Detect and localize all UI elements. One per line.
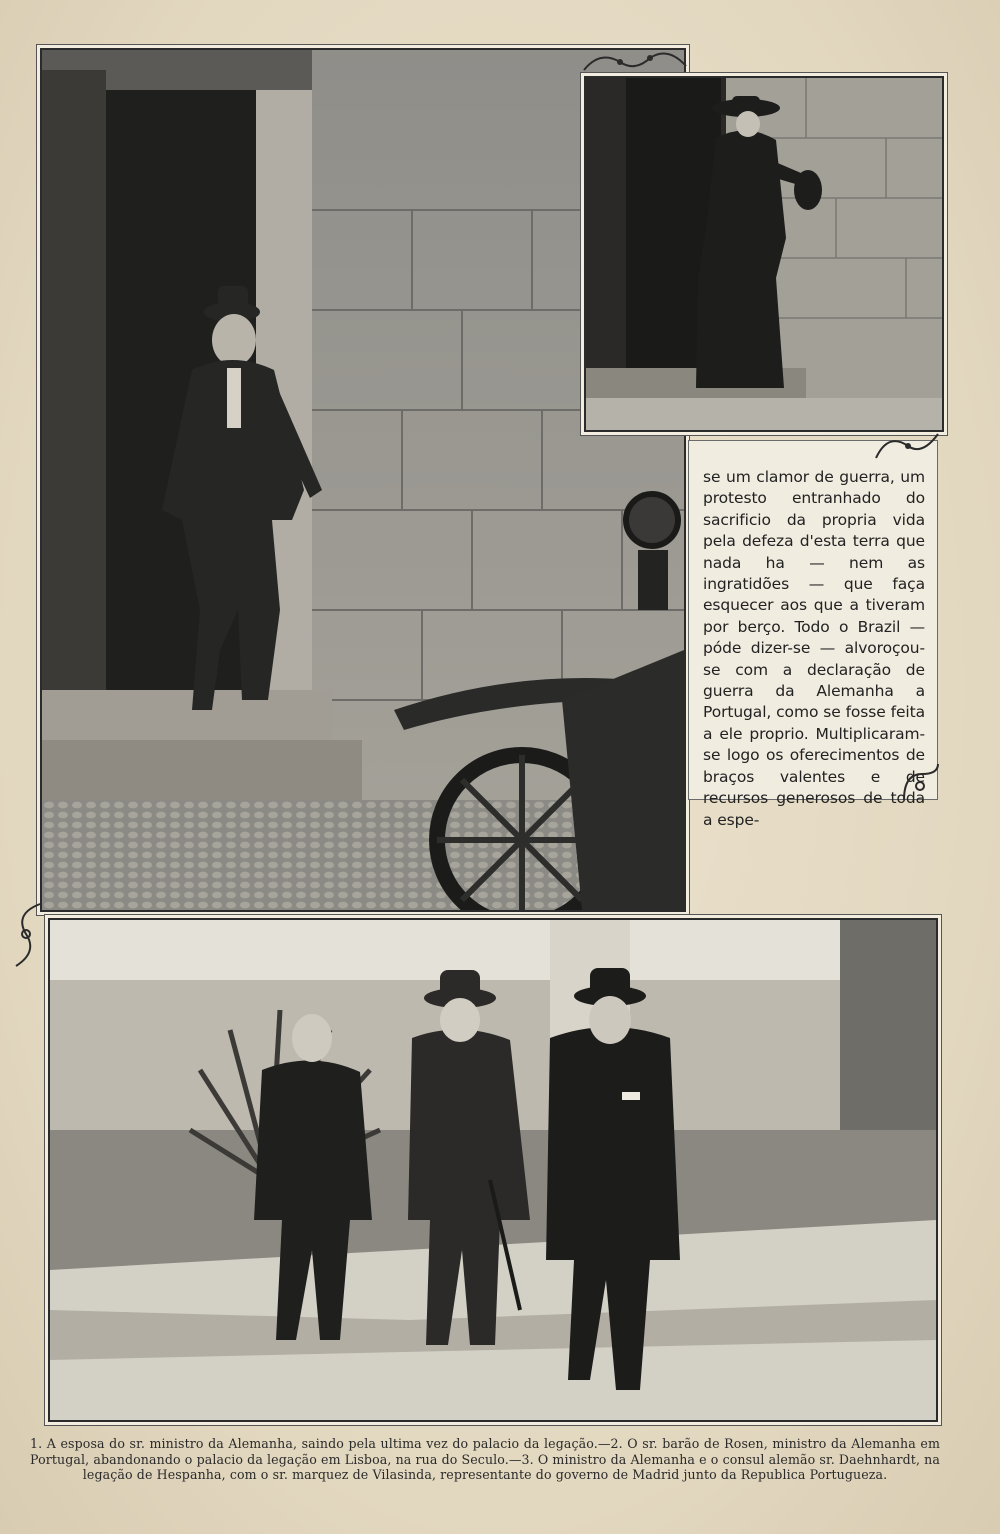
photo-2-image [586, 78, 942, 430]
flourish-ornament-top [580, 48, 690, 74]
article-text-box [688, 440, 938, 829]
flourish-ornament-corner [872, 428, 942, 464]
photo-esposa-do-ministro [584, 76, 944, 432]
photo-caption: 1. A esposa do sr. ministro da Alemanha, saindo pela ultima vez do palacio da legação.—2. O sr. barão de Rosen, ministro da Alemanha em Portugal, abandonando o palacio da legação em Lisboa, na rua do Seculo.—3. O ministro da Alemanha e o consul alemão sr. Daehnhardt, na legação de Hespanha, com o sr. marquez de Vilasinda, representante do governo de Madrid junto da Republica Portugueza. [30, 1436, 940, 1482]
flourish-ornament-corner [898, 760, 944, 804]
flourish-ornament-left [10, 900, 46, 970]
article-body: se um clamor de guerra, um protesto entranhado do sacrificio da propria vida pela defeza d'esta terra que nada ha — nem as ingratidões — que faça esquecer aos que a tiveram por berço. Todo o Brazil — póde dizer-se — alvoroçou-se com a declaração de guerra da Alemanha a Portugal, como se fosse feita a ele proprio. Multiplicaram-se logo os oferecimentos de braços valentes e de recursos generosos de toda a espe- [703, 468, 925, 829]
photo-ministro-consul-marquez [48, 918, 938, 1422]
photo-3-image [50, 920, 936, 1420]
